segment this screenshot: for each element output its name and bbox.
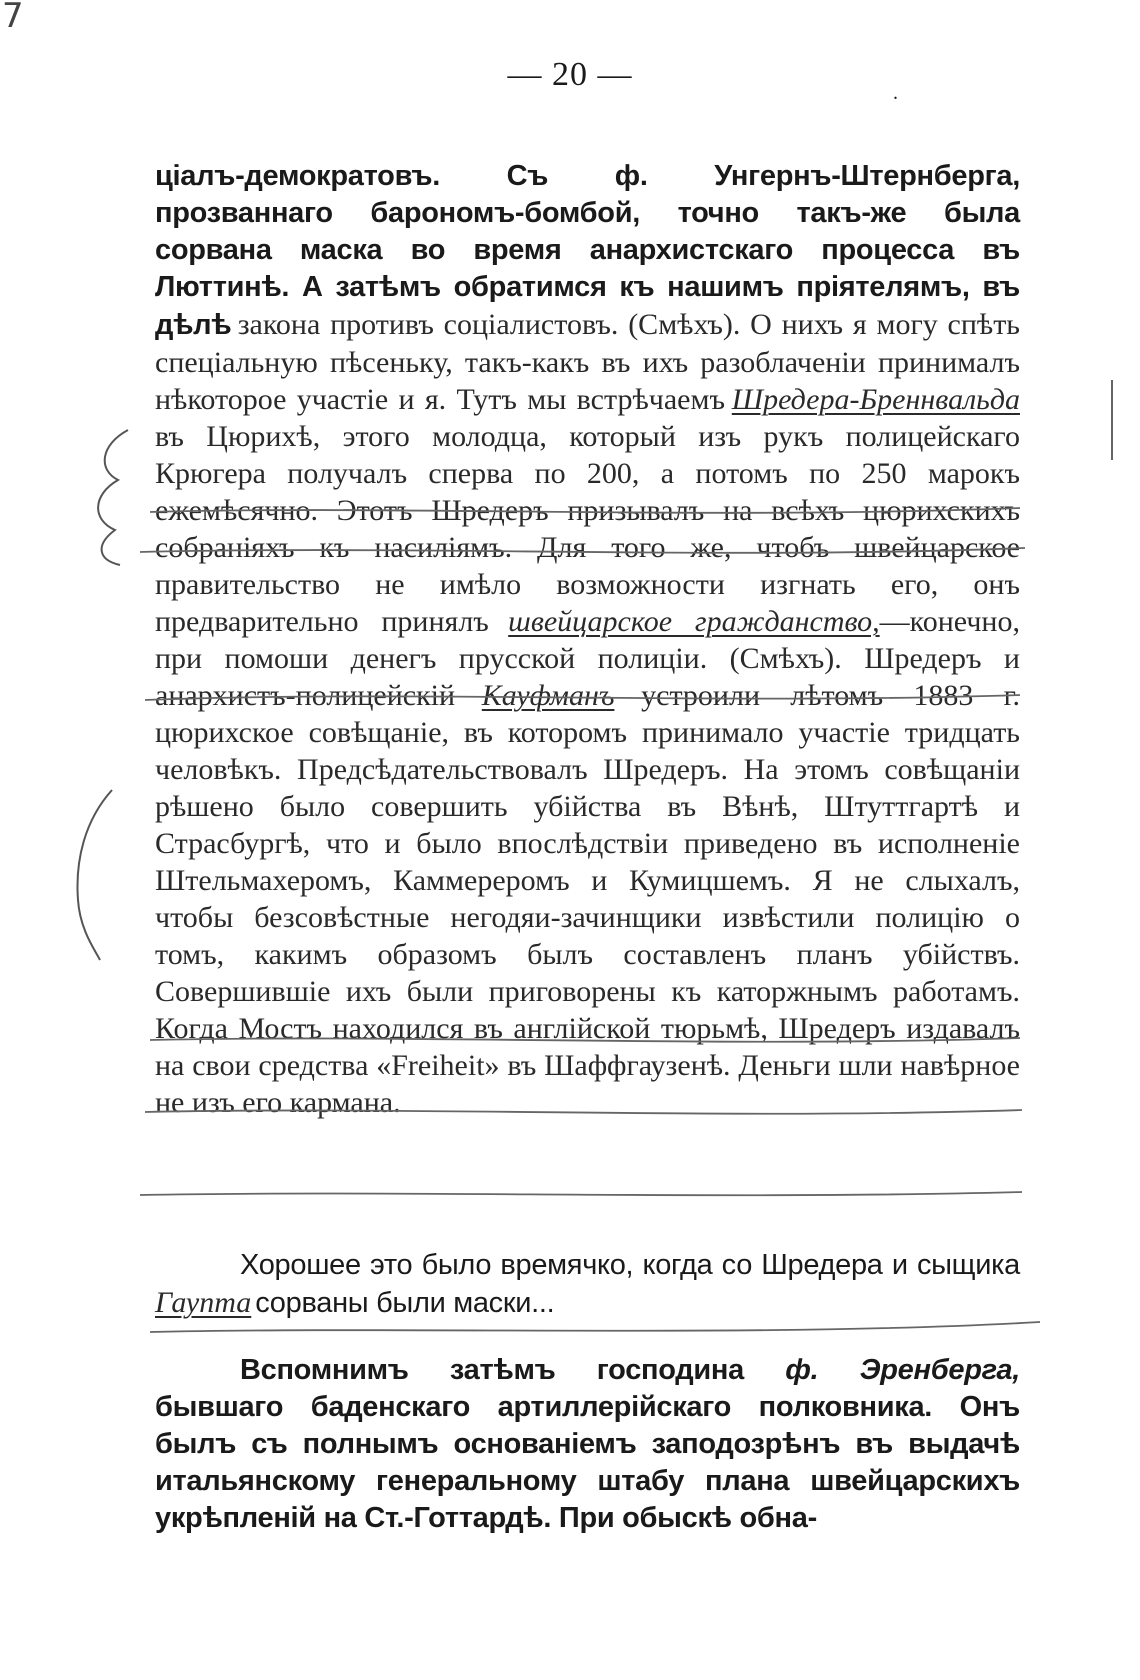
hand-underline-5 — [145, 1110, 1022, 1114]
hand-underline-6 — [140, 1192, 1022, 1195]
name-haupt: Гаупта — [155, 1286, 252, 1319]
corner-pencil-mark: 7 — [2, 0, 24, 36]
name-schroeder-brennwald: Шредера-Бреннвальда — [731, 383, 1020, 416]
name-kaufmann: Кауфманъ — [481, 679, 615, 712]
swiss-citizenship-phrase: швейцарское гражданство, — [508, 605, 880, 638]
hand-underline-2 — [140, 548, 1025, 553]
paragraph-1-serif-a: закона противъ соціалистовъ. (Смѣхъ). О нихъ я могу спѣть спеціальную пѣсеньку, такъ-какъ въ ихъ разоблаченіи принималъ нѣкоторое участіе и я. Тутъ мы встрѣчаемъ — [155, 308, 1020, 416]
page-number: — 20 — — [507, 56, 633, 93]
paragraph-3-part-b: бывшаго баденскаго артиллерійскаго полковника. Онъ былъ съ полнымъ основаніемъ заподозрѣнъ въ выдачѣ итальянскому генеральному штабу плана швейцарскихъ укрѣпленій на Ст.-Готтардѣ. При обыскѣ обна- — [155, 1391, 1020, 1534]
name-ehrenberg: ф. Эренберга, — [785, 1354, 1021, 1386]
paragraph-2-part-a: Хорошее это было времячко, когда со Шредера и сыщика — [240, 1249, 1020, 1281]
hand-underline-7 — [150, 1322, 1040, 1332]
stray-dot: . — [893, 82, 898, 104]
hand-underline-1 — [150, 508, 1020, 513]
margin-bracket-mark — [98, 430, 128, 565]
paragraph-3-part-a: Вспомнимъ затѣмъ господина — [240, 1354, 744, 1386]
hand-underline-4 — [150, 1038, 1020, 1042]
paragraph-1-serif-d: устроили лѣтомъ 1883 г. цюрихское совѣщаніе, въ которомъ принимало участіе тридцать человѣкъ. Предсѣдательствовалъ Шредеръ. На этомъ совѣщаніи рѣшено было совершить убійства въ Вѣнѣ, Штуттгартѣ и Страсбургѣ, что и было впослѣдствіи приведено въ исполненіе Штельмахеромъ, Каммереромъ и Кумицшемъ. Я не слыхалъ, чтобы безсовѣстные негодяи-зачинщики извѣстили полицію о томъ, какимъ образомъ былъ составленъ планъ убійствъ. Совершившіе ихъ были приговорены къ каторжнымъ работамъ. Когда Мостъ находился въ англійской тюрьмѣ, Шредеръ издавалъ на свои средства «Freiheit» въ Шаффгаузенѣ. Деньги шли навѣрное не изъ его кармана. — [155, 679, 1021, 1119]
hand-underline-3 — [145, 695, 1020, 700]
paragraph-1-bold-part: ціалъ-демократовъ. Съ ф. Унгернъ-Штернберга, прозваннаго барономъ-бомбой, точно такъ-же была сорвана маска во время анархистскаго процесса въ Люттинѣ. А затѣмъ обратимся къ нашимъ пріятелямъ, въ дѣлѣ — [155, 160, 1020, 341]
margin-curve-mark — [77, 790, 112, 960]
paragraph-1-serif-c: —конечно, при помоши денегъ прусской полиціи. (Смѣхъ). Шредеръ и анархистъ-полицейскій — [155, 605, 1020, 712]
paragraph-1-serif-b: въ Цюрихѣ, этого молодца, который изъ рукъ полицейскаго Крюгера получалъ сперва по 200, а потомъ по 250 марокъ ежемѣсячно. Этотъ Шредеръ призывалъ на всѣхъ цюрихскихъ собраніяхъ къ насиліямъ. Для того же, чтобъ швейцарское правительство не имѣло возможности изгнать его, онъ предварительно принялъ — [155, 420, 1020, 638]
paragraph-2-part-b: сорваны были маски... — [255, 1287, 555, 1319]
